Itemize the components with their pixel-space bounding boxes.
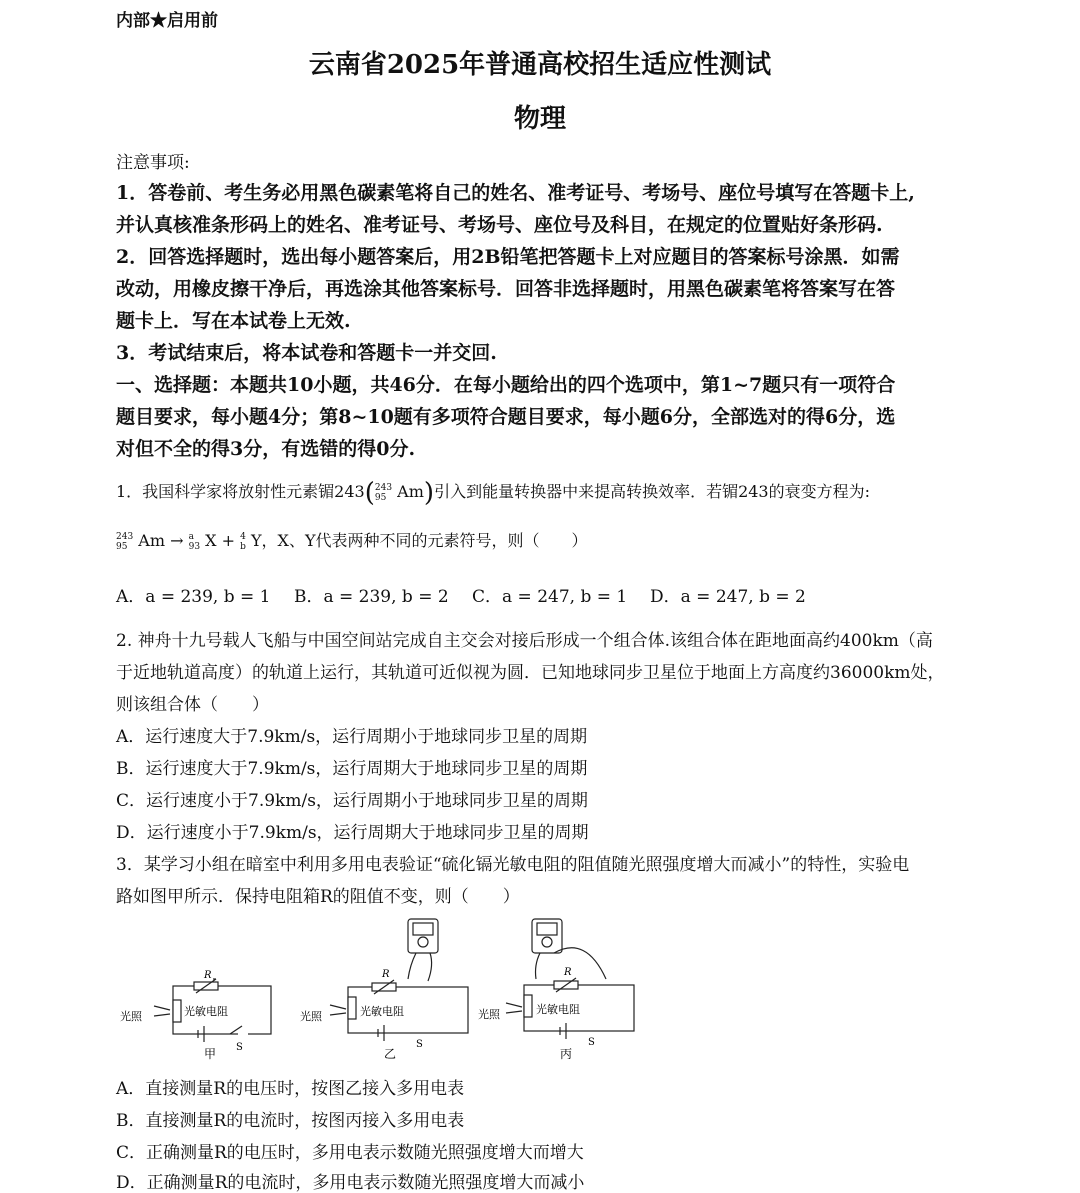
question-3-line: 3．某学习小组在暗室中利用多用电表验证“硫化镉光敏电阻的阻值随光照强度增大而减小”的特性，实验电 <box>116 855 910 875</box>
option-b[interactable]: B．运行速度大于7.9km/s，运行周期大于地球同步卫星的周期 <box>116 759 588 779</box>
option-c[interactable]: C．运行速度小于7.9km/s，运行周期小于地球同步卫星的周期 <box>116 791 588 811</box>
option-c[interactable]: C．正确测量R的电压时，多用电表示数随光照强度增大而增大 <box>116 1143 584 1163</box>
option-c[interactable]: C．a = 247, b = 1 <box>472 587 628 607</box>
svg-text:R: R <box>204 970 212 981</box>
option-b[interactable]: B．直接测量R的电流时，按图丙接入多用电表 <box>116 1111 465 1131</box>
right-paren: ) <box>423 478 435 508</box>
exam-title: 云南省2025年普通高校招生适应性测试 <box>308 50 772 80</box>
nuclide-am <box>375 482 424 503</box>
option-a[interactable]: A．直接测量R的电压时，按图乙接入多用电表 <box>116 1079 465 1099</box>
section-instruction-line: 题目要求，每小题4分；第8~10题有多项符合题目要求，每小题6分，全部选对的得6分，选 <box>116 406 896 428</box>
option-d[interactable]: D．a = 247, b = 2 <box>650 587 806 607</box>
svg-text:S: S <box>236 1042 243 1053</box>
option-d[interactable]: D．正确测量R的电流时，多用电表示数随光照强度增大而减小 <box>116 1173 585 1193</box>
question-1-options <box>116 582 828 607</box>
question-2-line: 则该组合体（ ） <box>116 695 269 715</box>
mass-number: 243 <box>374 482 393 493</box>
q1-text-b: 引入到能量转换器中来提高转换效率．若镅243的衰变方程为: <box>434 482 870 501</box>
svg-text:R: R <box>564 967 572 978</box>
option-a[interactable]: A．运行速度大于7.9km/s，运行周期小于地球同步卫星的周期 <box>116 727 588 747</box>
note-line: 并认真核准条形码上的姓名、准考证号、考场号、座位号及科目，在规定的位置贴好条形码. <box>116 214 883 236</box>
option-b[interactable]: B．a = 239, b = 2 <box>294 587 449 607</box>
figure-caption-jia: 甲 <box>204 1047 217 1061</box>
option-a[interactable]: A．a = 239, b = 1 <box>116 587 271 607</box>
notes-heading: 注意事项: <box>116 153 190 173</box>
question-2-line: 2. 神舟十九号载人飞船与中国空间站完成自主交会对接后形成一个组合体.该组合体在距地面高约400km（高 <box>116 631 933 651</box>
svg-text:S: S <box>416 1039 423 1050</box>
figure-caption-yi: 乙 <box>384 1047 397 1061</box>
atomic-number: 95 <box>374 492 387 503</box>
svg-text:R: R <box>382 969 390 980</box>
q1-text-a: 1．我国科学家将放射性元素镅243 <box>116 482 365 501</box>
section-instruction-line: 对但不全的得3分，有选错的得0分. <box>116 438 416 460</box>
option-d[interactable]: D．运行速度小于7.9km/s，运行周期大于地球同步卫星的周期 <box>116 823 589 843</box>
svg-text:光照: 光照 <box>478 1008 500 1021</box>
question-2-line: 于近地轨道高度）的轨道上运行，其轨道可近似视为圆．已知地球同步卫星位于地面上方高度约36000km处， <box>116 663 945 683</box>
note-line: 题卡上．写在本试卷上无效. <box>116 310 351 332</box>
section-instruction-line: 一、选择题：本题共10小题，共46分．在每小题给出的四个选项中，第1~7题只有一项符合 <box>116 374 896 396</box>
subject-title: 物理 <box>513 104 566 134</box>
classification-label: 内部★启用前 <box>116 11 218 31</box>
svg-text:S: S <box>588 1037 595 1048</box>
note-line: 改动，用橡皮擦干净后，再选涂其他答案标号．回答非选择题时，用黑色碳素笔将答案写在答 <box>116 278 896 300</box>
svg-text:光敏电阻: 光敏电阻 <box>360 1005 404 1018</box>
figure-caption-bing: 丙 <box>560 1047 573 1061</box>
question-1-line-1 <box>116 478 870 508</box>
svg-text:光敏电阻: 光敏电阻 <box>184 1005 228 1018</box>
element-symbol: Am <box>397 482 424 502</box>
question-1-equation: 243 95 Am → a 93 X + 4 b Y，X、Y代表两种不同的元素符号，则（ ） <box>116 531 588 552</box>
circuit-figure-jia <box>118 960 278 1062</box>
circuit-figure-yi <box>298 915 478 1065</box>
note-line: 2．回答选择题时，选出每小题答案后，用2B铅笔把答题卡上对应题目的答案标号涂黑．如需 <box>116 246 900 268</box>
circuit-figure-bing <box>476 915 646 1065</box>
note-line: 1．答卷前、考生务必用黑色碳素笔将自己的姓名、准考证号、考场号、座位号填写在答题卡上, <box>116 182 915 204</box>
question-3-line: 路如图甲所示．保持电阻箱R的阻值不变，则（ ） <box>116 887 520 907</box>
svg-text:光照: 光照 <box>300 1010 322 1023</box>
left-paren: ( <box>364 478 375 508</box>
svg-text:光敏电阻: 光敏电阻 <box>536 1003 580 1016</box>
note-line: 3．考试结束后，将本试卷和答题卡一并交回. <box>116 342 497 364</box>
svg-text:光照: 光照 <box>120 1010 142 1023</box>
